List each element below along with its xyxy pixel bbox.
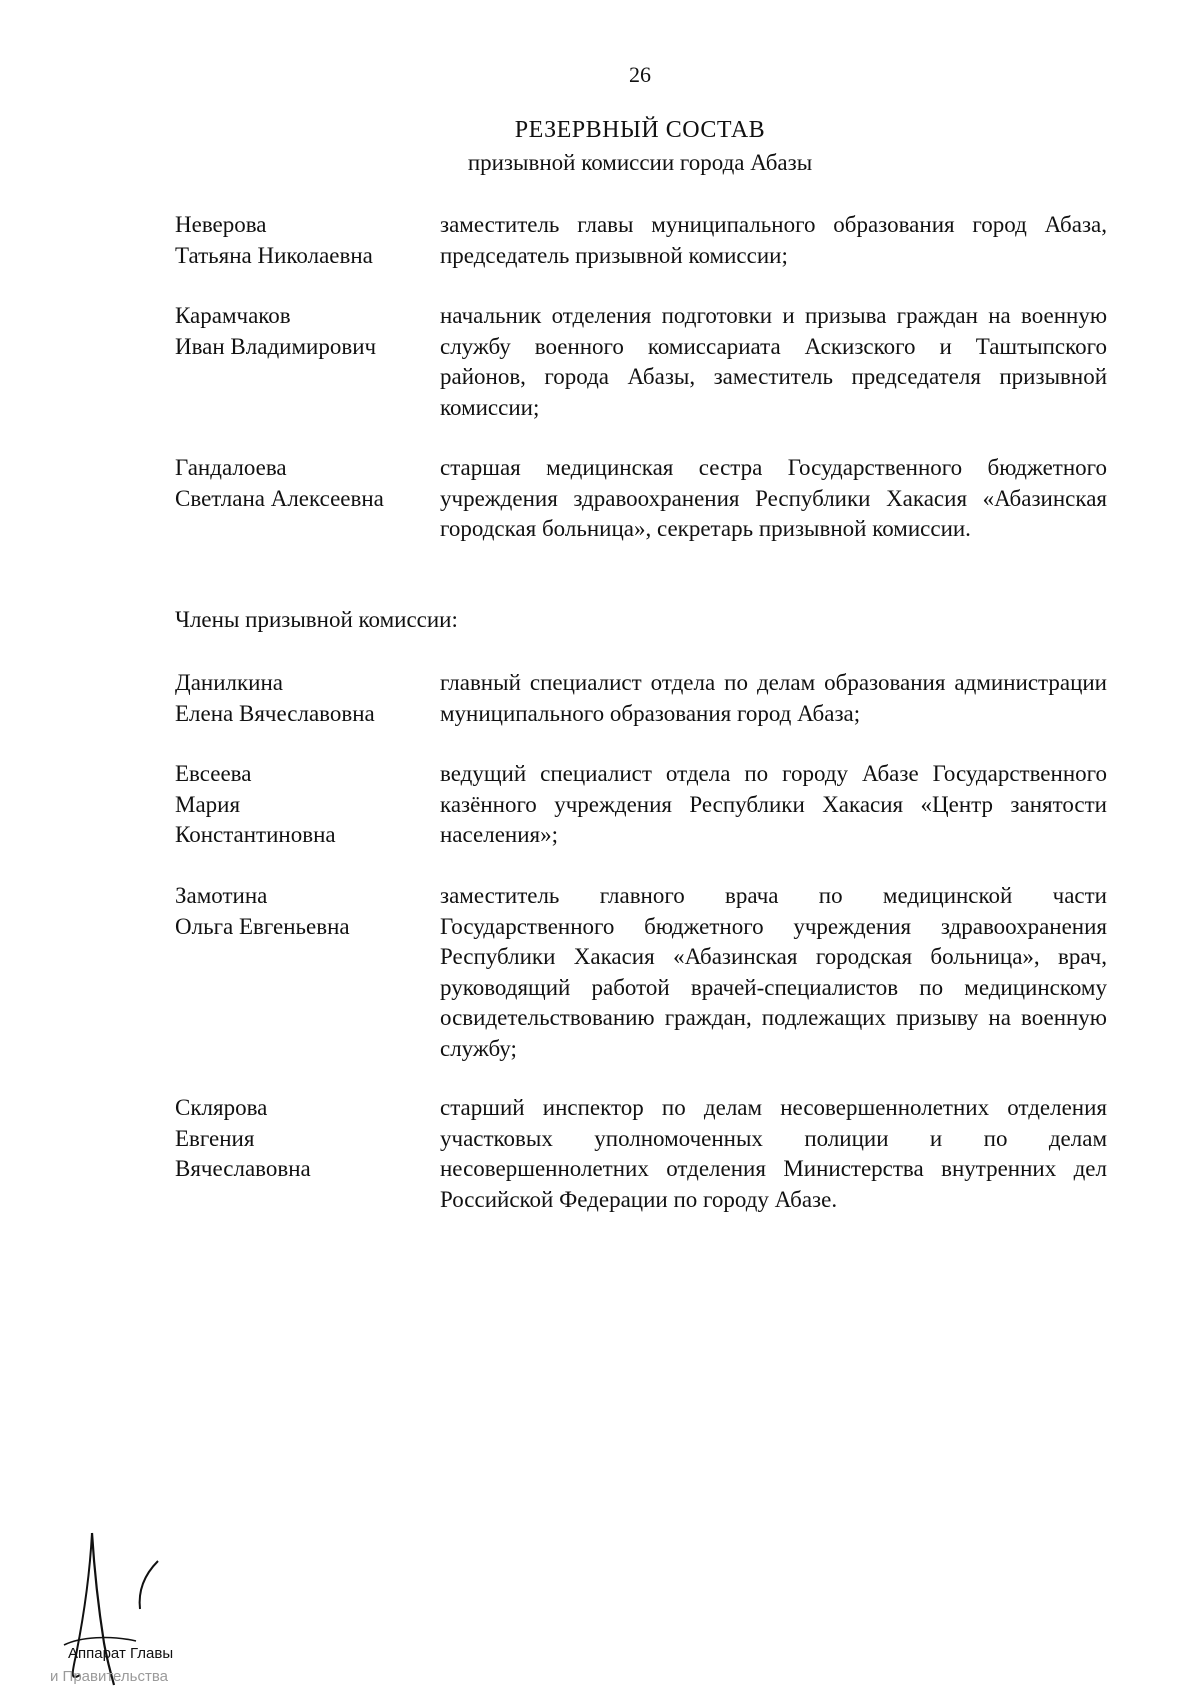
page-number: 26 xyxy=(629,62,651,87)
person-position: старший инспектор по делам несовершеннолетних отделения участковых уполномоченных полиции и по делам несовершеннолетних отделения Министерства внутренних дел Российской Федерации по городу Абазе. xyxy=(440,1095,1107,1212)
person-position: старшая медицинская сестра Государственного бюджетного учреждения здравоохранения Республики Хакасия «Абазинская городская больница», секретарь призывной комиссии. xyxy=(440,455,1107,541)
person-position: ведущий специалист отдела по городу Абазе Государственного казённого учреждения Республики Хакасия «Центр занятости населения»; xyxy=(440,761,1107,847)
surname: Евсеева xyxy=(175,761,252,786)
person-name xyxy=(175,453,430,514)
document-subtitle: призывной комиссии города Абазы xyxy=(467,150,813,175)
given-names: Ольга Евгеньевна xyxy=(175,913,350,939)
person-name xyxy=(175,759,430,851)
person-name xyxy=(175,668,430,729)
surname: Карамчаков xyxy=(175,303,291,328)
given-names: Иван Владимирович xyxy=(175,333,377,359)
members-heading: Члены призывной комиссии: xyxy=(175,607,458,632)
stamp-text-line2: и Правительства xyxy=(50,1668,168,1685)
surname: Данилкина xyxy=(175,670,283,695)
stamp-text-line1: Аппарат Главы xyxy=(68,1645,174,1662)
person-position: главный специалист отдела по делам образования администрации муниципального образования город Абаза; xyxy=(440,670,1107,726)
person-name xyxy=(175,210,430,271)
given-names: Евгения xyxy=(175,1125,255,1151)
person-position: заместитель главы муниципального образования город Абаза, председатель призывной комиссии; xyxy=(440,212,1107,268)
person-name xyxy=(175,1093,430,1185)
surname: Склярова xyxy=(175,1095,268,1120)
document-title: РЕЗЕРВНЫЙ СОСТАВ xyxy=(514,117,766,143)
surname: Гандалоева xyxy=(175,455,287,480)
surname: Замотина xyxy=(175,883,268,908)
person-name xyxy=(175,881,430,942)
given-names-cont: Константиновна xyxy=(175,822,336,847)
given-names: Мария xyxy=(175,791,241,817)
given-names: Елена Вячеславовна xyxy=(175,700,375,726)
given-names: Светлана Алексеевна xyxy=(175,485,384,511)
person-position: начальник отделения подготовки и призыва граждан на военную службу военного комиссариата Аскизского и Таштыпского районов, города Абазы, заместитель председателя призывной комиссии; xyxy=(440,303,1107,420)
person-name xyxy=(175,301,430,362)
given-names: Татьяна Николаевна xyxy=(175,242,373,268)
given-names-cont: Вячеславовна xyxy=(175,1156,311,1181)
surname: Неверова xyxy=(175,212,267,237)
person-position: заместитель главного врача по медицинской части Государственного бюджетного учреждения здравоохранения Республики Хакасия «Абазинская городская больница», врач, руководящий работой врачей-специалистов по медицинскому освидетельствованию граждан, подлежащих призыву на военную службу; xyxy=(440,883,1107,1061)
